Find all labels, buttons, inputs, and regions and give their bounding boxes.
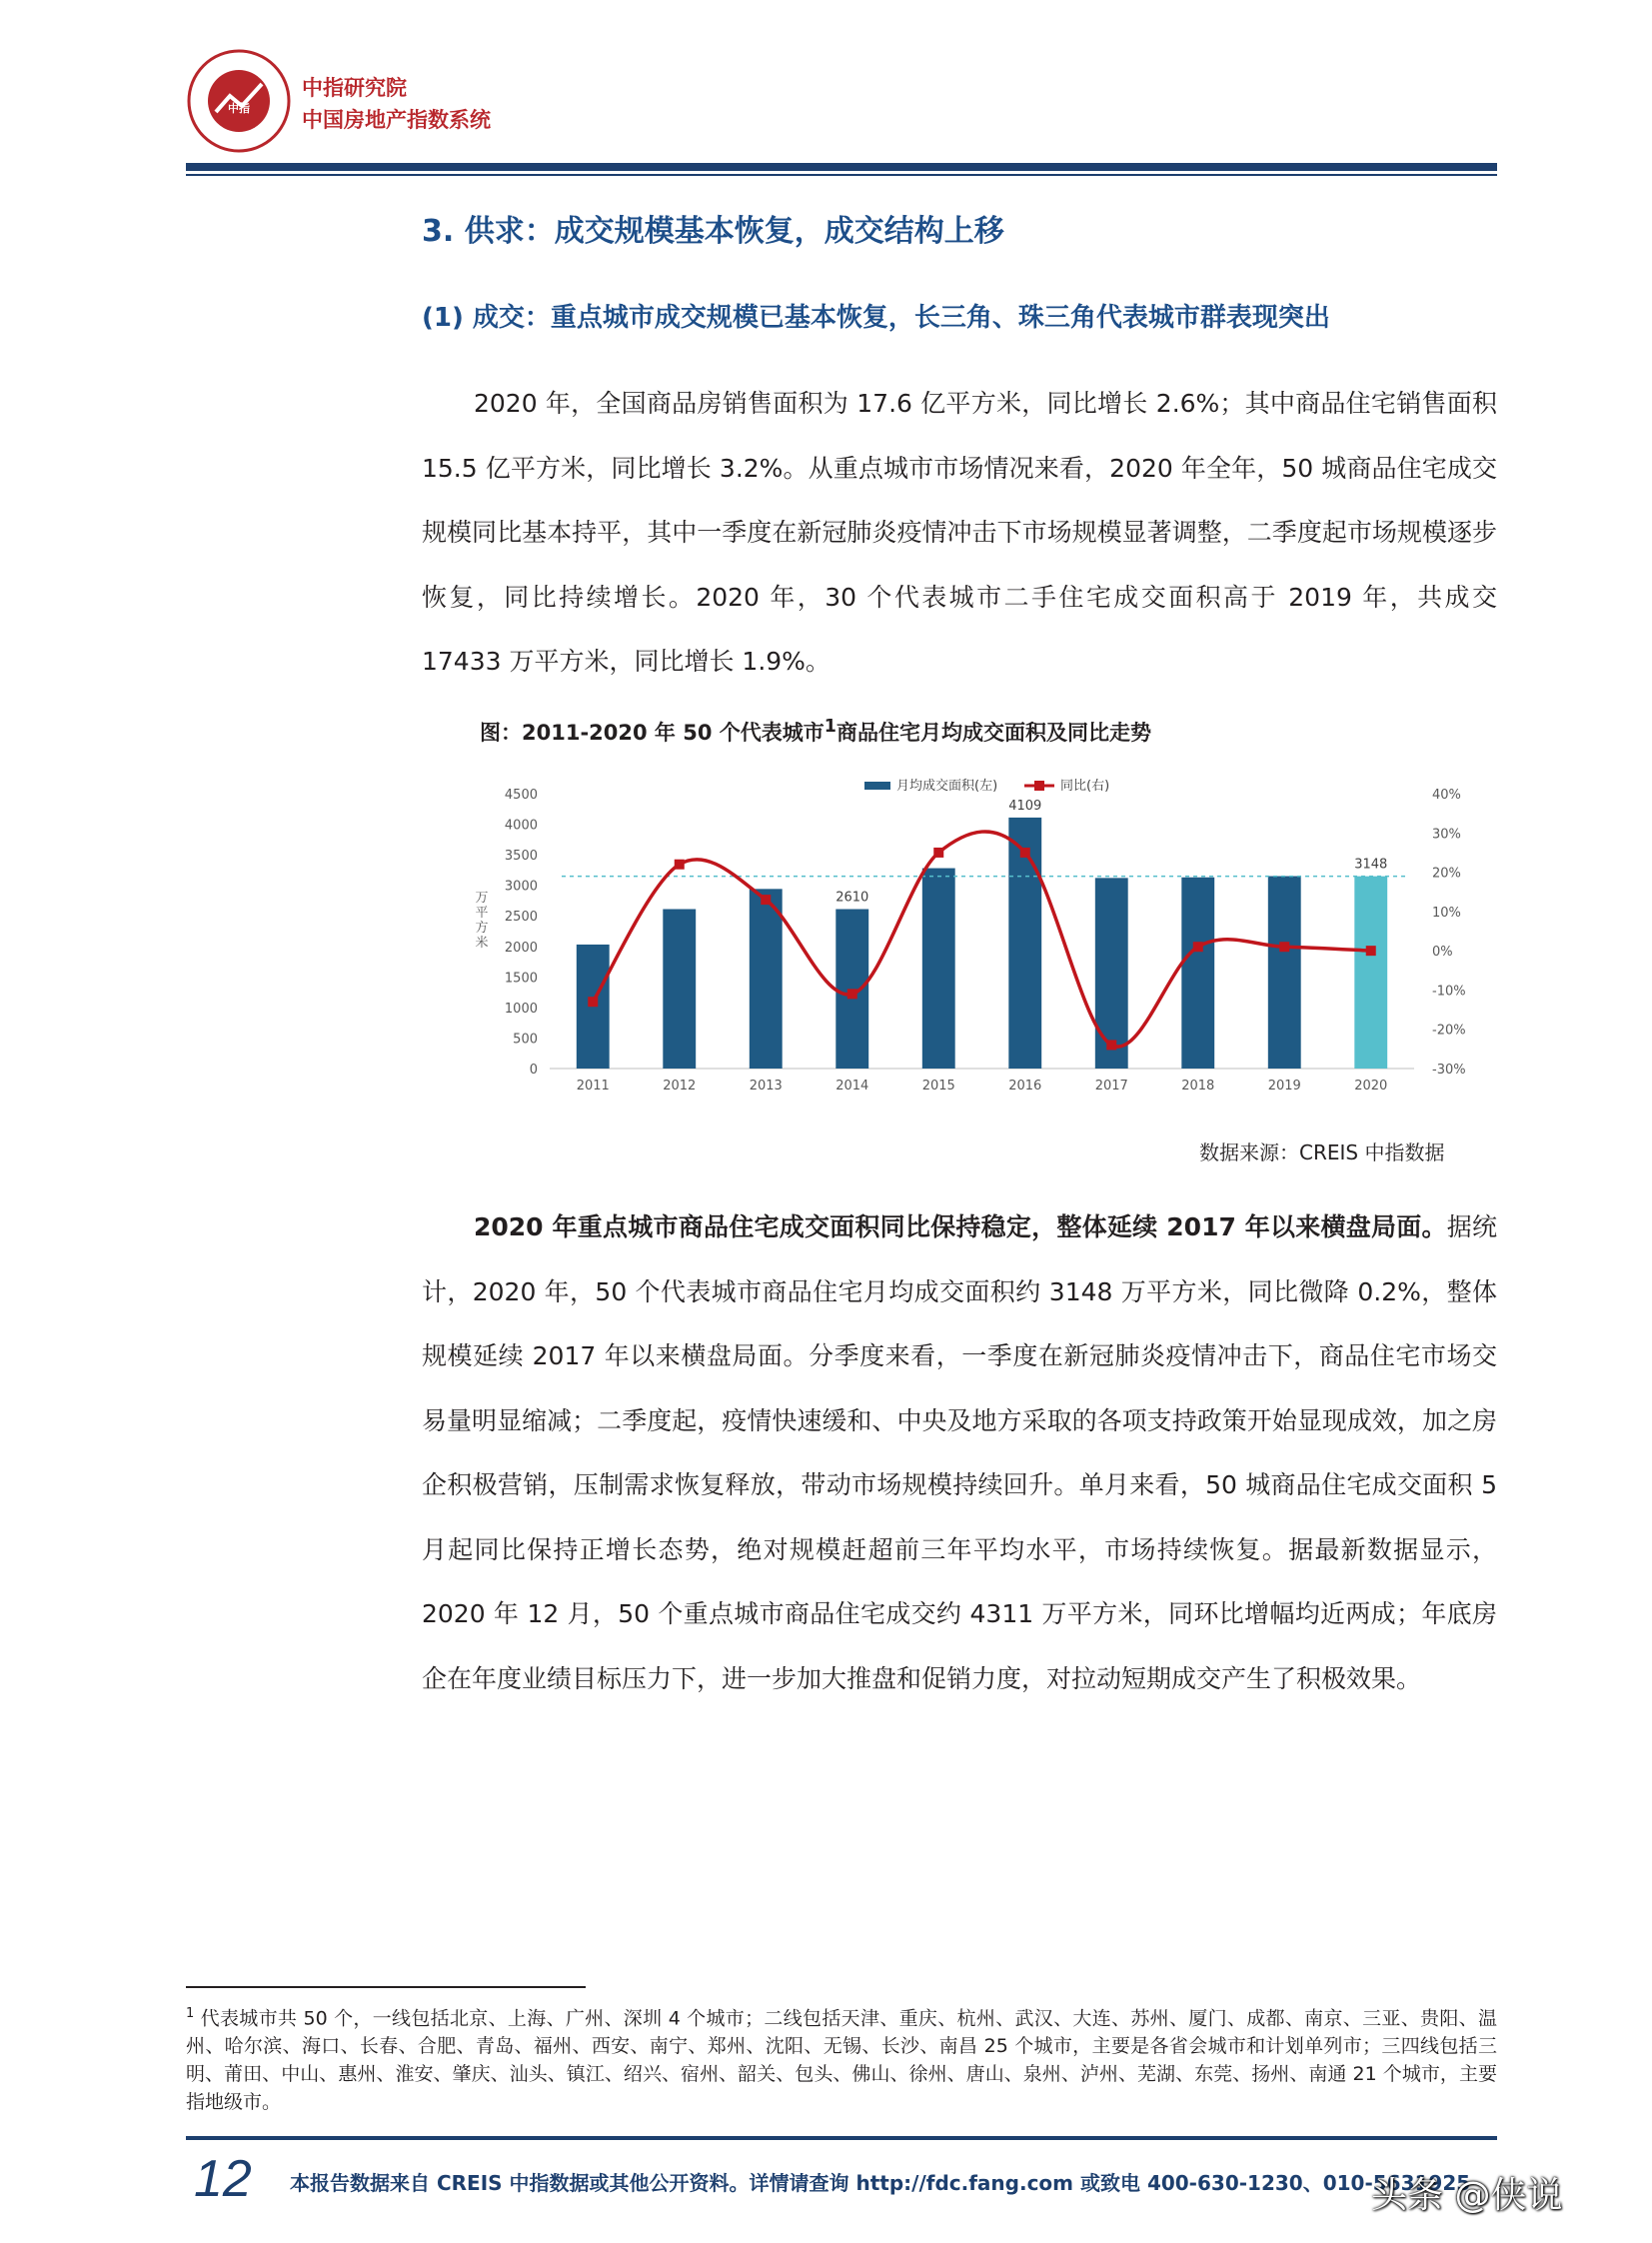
footnote-text: 代表城市共 50 个，一线包括北京、上海、广州、深圳 4 个城市；二线包括天津、重庆、杭州、武汉、大连、苏州、厦门、成都、南京、三亚、贵阳、温州、哈尔滨、海口、长春、合肥、青岛、福州、西安、南宁、郑州、沈阳、无锡、长沙、南昌 25 个城市，主要是各省会城市和计划单列市；三四线包括三明、莆田、中山、惠州、淮安、肇庆、汕头、镇江、绍兴、宿州、韶关、包头、佛山、徐州、唐山、泉州、泸州、芜湖、东莞、扬州、南通 21 个城市，主要指地级市。	[186, 2007, 1497, 2114]
chart-title-footnote-mark: 1	[824, 717, 836, 737]
section-title: 3. 供求：成交规模基本恢复，成交结构上移	[422, 214, 1004, 249]
y-axis-label-char: 万	[475, 891, 489, 906]
y-tick-label: 3000	[504, 879, 538, 895]
y-tick-label: 4500	[504, 788, 538, 803]
yoy-marker	[761, 895, 771, 905]
y2-tick-label: 10%	[1432, 905, 1461, 921]
legend-line-marker	[1034, 781, 1044, 791]
org-subtitle: 中国房地产指数系统	[302, 108, 491, 132]
paragraph-2-text: 据统计，2020 年，50 个代表城市商品住宅月均成交面积约 3148 万平方米，同比微降 0.2%，整体规模延续 2017 年以来横盘局面。分季度来看，一季度在新冠肺炎疫情冲击下，商品住宅市场交易量明显缩减；二季度起，疫情快速缓和、中央及地方采取的各项支持政策开始显现成效，加之房企积极营销，压制需求恢复释放，带动市场规模持续回升。单月来看，50 城商品住宅成交面积 5 月起同比保持正增长态势，绝对规模赶超前三年平均水平，市场持续恢复。据最新数据显示，2020 年 12 月，50 个重点城市商品住宅成交约 4311 万平方米，同环比增幅均近两成；年底房企在年度业绩目标压力下，进一步加大推盘和促销力度，对拉动短期成交产生了积极效果。	[422, 1212, 1497, 1693]
data-label: 2610	[835, 890, 869, 906]
paragraph-2	[422, 1195, 1497, 1711]
yoy-marker	[1106, 1040, 1116, 1050]
footer-note: 本报告数据来自 CREIS 中指数据或其他公开资料。详情请查询 http://fdc.fang.com 或致电 400-630-1230、010-5631925	[290, 2171, 1471, 2195]
bar	[663, 910, 696, 1070]
y-tick-label: 2500	[504, 910, 538, 926]
y2-tick-label: 30%	[1432, 827, 1461, 843]
y-tick-label: 1000	[504, 1001, 538, 1017]
yoy-marker	[1366, 946, 1376, 956]
bar	[1354, 877, 1387, 1069]
y-tick-label: 3500	[504, 849, 538, 865]
footnote-rule	[186, 1986, 586, 1988]
y-tick-label: 2000	[504, 940, 538, 956]
subsection-title: (1) 成交：重点城市成交规模已基本恢复，长三角、珠三角代表城市群表现突出	[422, 303, 1330, 333]
footnote	[186, 2000, 1497, 2116]
logo	[186, 48, 292, 154]
x-tick-label: 2020	[1354, 1079, 1388, 1094]
chart-title-post: 商品住宅月均成交面积及同比走势	[835, 721, 1151, 745]
y-tick-label: 0	[529, 1063, 538, 1078]
legend-bar-swatch	[864, 782, 890, 790]
paragraph-1	[422, 372, 1497, 695]
y2-tick-label: 20%	[1432, 866, 1461, 882]
yoy-marker	[933, 848, 943, 858]
y-axis-label-char: 平	[475, 906, 489, 921]
page-number: 12	[194, 2150, 252, 2208]
yoy-marker	[1193, 942, 1203, 952]
y2-tick-label: -10%	[1432, 984, 1466, 1000]
x-tick-label: 2015	[921, 1079, 955, 1094]
paragraph-2-lead: 2020 年重点城市商品住宅成交面积同比保持稳定，整体延续 2017 年以来横盘局面。	[474, 1212, 1447, 1241]
x-tick-label: 2012	[663, 1079, 697, 1094]
y-tick-label: 500	[513, 1032, 538, 1048]
yoy-marker	[588, 997, 598, 1007]
watermark: 头条 @侠说	[1371, 2175, 1563, 2216]
data-label: 4109	[1008, 798, 1042, 814]
bar	[750, 889, 783, 1069]
footnote-mark: 1	[186, 2006, 195, 2021]
y-tick-label: 4000	[504, 818, 538, 834]
y-axis-label-char: 米	[475, 936, 489, 951]
bar	[1268, 877, 1301, 1070]
footer-rule	[186, 2136, 1497, 2140]
bar	[1095, 878, 1128, 1069]
chart	[460, 752, 1499, 1123]
logo-center-text: 中指	[228, 102, 250, 115]
y-axis-label-char: 方	[475, 921, 489, 936]
chart-source: 数据来源：CREIS 中指数据	[1199, 1140, 1445, 1164]
x-tick-label: 2011	[576, 1079, 610, 1094]
header-rule	[186, 163, 1497, 171]
chart-title-pre: 图：2011-2020 年 50 个代表城市	[480, 721, 825, 745]
yoy-marker	[1279, 942, 1289, 952]
chart-title	[480, 717, 1151, 747]
x-tick-label: 2013	[749, 1079, 783, 1094]
x-tick-label: 2014	[835, 1079, 869, 1094]
x-tick-label: 2017	[1094, 1079, 1128, 1094]
x-tick-label: 2018	[1181, 1079, 1215, 1094]
y2-tick-label: -20%	[1432, 1023, 1466, 1039]
x-tick-label: 2016	[1008, 1079, 1042, 1094]
yoy-line	[593, 832, 1371, 1047]
header-rule-thin	[186, 174, 1497, 176]
y2-tick-label: 0%	[1432, 945, 1453, 961]
data-label: 3148	[1354, 857, 1388, 873]
yoy-marker	[675, 860, 685, 870]
y-tick-label: 1500	[504, 971, 538, 987]
paragraph-1-text: 2020 年，全国商品房销售面积为 17.6 亿平方米，同比增长 2.6%；其中商品住宅销售面积 15.5 亿平方米，同比增长 3.2%。从重点城市市场情况来看，2020 年全年，50 城商品住宅成交规模同比基本持平，其中一季度在新冠肺炎疫情冲击下市场规模显著调整，二季度起市场规模逐步恢复，同比持续增长。2020 年，30 个代表城市二手住宅成交面积高于 2019 年，共成交 17433 万平方米，同比增长 1.9%。	[422, 389, 1497, 676]
x-tick-label: 2019	[1267, 1079, 1301, 1094]
y2-tick-label: -30%	[1432, 1063, 1466, 1078]
y2-tick-label: 40%	[1432, 788, 1461, 803]
bar	[922, 869, 955, 1069]
org-name: 中指研究院	[302, 76, 407, 100]
paragraph-2-body	[422, 1195, 1497, 1711]
legend-line-label: 同比(右)	[1060, 779, 1110, 794]
legend-bar-label: 月均成交面积(左)	[896, 779, 998, 794]
bar	[1181, 878, 1214, 1069]
bar	[835, 910, 868, 1070]
yoy-marker	[847, 989, 857, 999]
yoy-marker	[1020, 848, 1030, 858]
